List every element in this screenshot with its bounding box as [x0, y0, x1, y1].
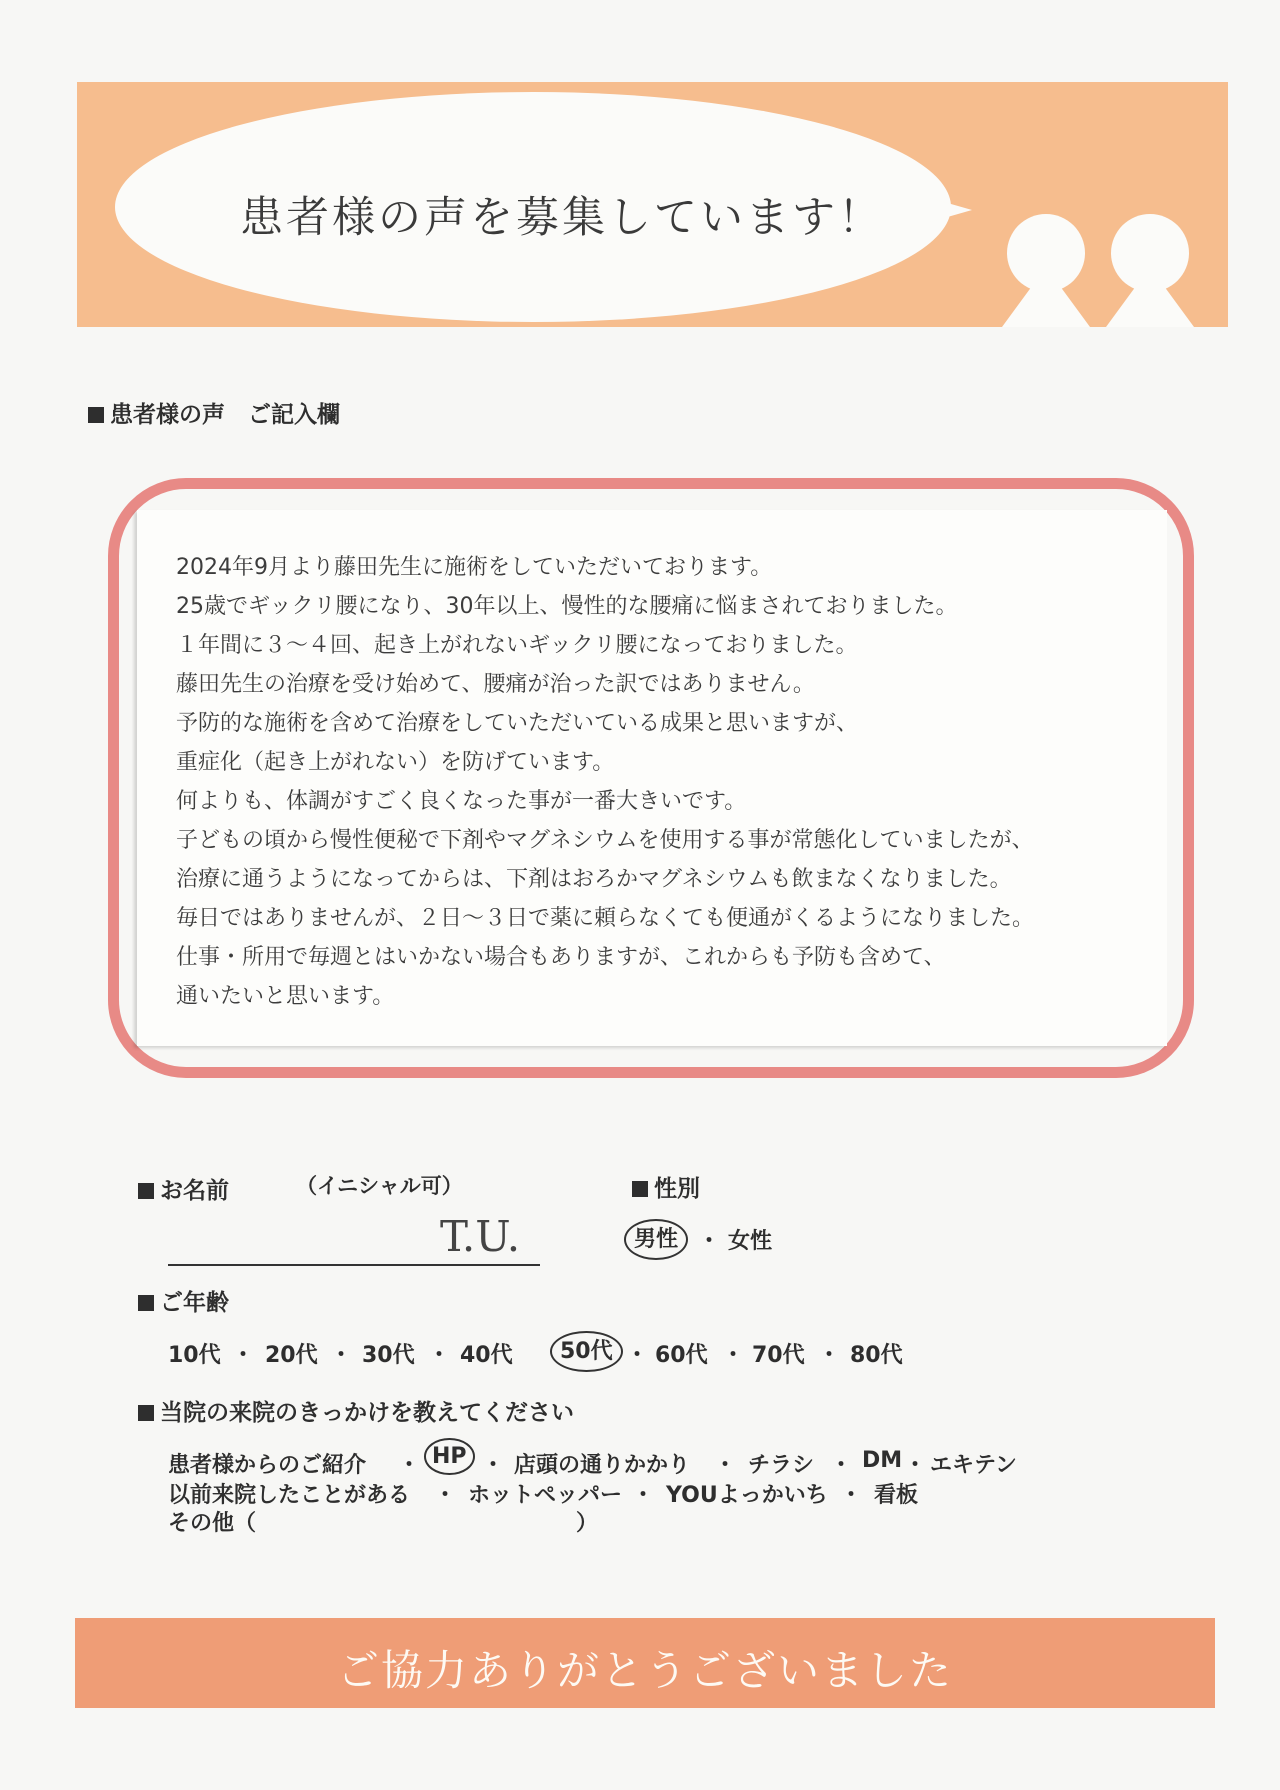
voice-line: 藤田先生の治療を受け始めて、腰痛が治った訳ではありません。	[176, 672, 815, 697]
voice-section-label: 患者様の声 ご記入欄	[88, 396, 340, 429]
separator-dot: ・	[428, 1343, 451, 1368]
page-title: 患者様の声を募集しています！	[240, 193, 884, 243]
reason-option[interactable]: ホットペッパー	[468, 1483, 623, 1508]
name-label: お名前	[138, 1172, 229, 1205]
reason-option-selected[interactable]	[424, 1444, 475, 1469]
age-option[interactable]: 40代	[460, 1343, 513, 1368]
name-note: （イニシャル可）	[296, 1174, 463, 1198]
reason-other-close: ）	[576, 1511, 599, 1536]
name-underline	[168, 1264, 540, 1266]
selection-circle: 男性	[624, 1219, 688, 1260]
reason-option[interactable]: エキテン	[930, 1453, 1017, 1478]
voice-line: 25歳でギックリ腰になり、30年以上、慢性的な腰痛に悩まされておりました。	[176, 594, 958, 619]
reason-option[interactable]: YOUよっかいち	[666, 1483, 828, 1508]
gender-label: 性別	[632, 1170, 700, 1203]
voice-line: 予防的な施術を含めて治療をしていただいている成果と思いますが、	[176, 711, 859, 736]
gender-option-male[interactable]	[624, 1222, 688, 1253]
voice-line: 毎日ではありませんが、２日～３日で薬に頼らなくても便通がくるようになりました。	[176, 906, 1035, 931]
reason-other[interactable]: その他（	[168, 1511, 257, 1536]
voice-line: 仕事・所用で毎週とはいかない場合もありますが、これからも予防も含めて、	[176, 945, 946, 970]
separator-dot: ・	[722, 1343, 745, 1368]
separator-dot: ・	[840, 1483, 863, 1508]
separator-dot: ・	[398, 1453, 421, 1478]
separator-dot: ・	[698, 1229, 721, 1254]
voice-line: 通いたいと思います。	[176, 984, 395, 1009]
square-bullet-icon	[632, 1181, 648, 1197]
gender-option-female[interactable]: 女性	[728, 1229, 773, 1254]
selection-circle: 50代	[550, 1331, 623, 1372]
reason-option[interactable]: DM	[862, 1448, 903, 1473]
reason-option[interactable]: 患者様からのご紹介	[168, 1453, 367, 1478]
separator-dot: ・	[232, 1343, 255, 1368]
square-bullet-icon	[138, 1405, 154, 1421]
separator-dot: ・	[830, 1453, 853, 1478]
name-value[interactable]: T.U.	[440, 1212, 521, 1261]
reason-option[interactable]: 店頭の通りかかり	[514, 1453, 691, 1478]
age-option[interactable]: 80代	[850, 1343, 903, 1368]
reason-label: 当院の来院のきっかけを教えてください	[138, 1394, 574, 1427]
reason-option[interactable]: チラシ	[748, 1453, 815, 1478]
separator-dot: ・	[904, 1453, 927, 1478]
voice-line: 治療に通うようになってからは、下剤はおろかマグネシウムも飲まなくなりました。	[176, 867, 1012, 892]
reason-option[interactable]: 以前来院したことがある	[168, 1483, 411, 1508]
age-option[interactable]: 10代	[168, 1343, 221, 1368]
separator-dot: ・	[330, 1343, 353, 1368]
square-bullet-icon	[138, 1183, 154, 1199]
voice-line: 何よりも、体調がすごく良くなった事が一番大きいです。	[176, 789, 747, 814]
age-option-selected[interactable]	[550, 1334, 623, 1365]
selection-circle: HP	[424, 1438, 475, 1475]
voice-line: １年間に３～４回、起き上がれないギックリ腰になっておりました。	[176, 633, 858, 658]
separator-dot: ・	[818, 1343, 841, 1368]
footer-band	[75, 1618, 1215, 1708]
footer-thanks: ご協力ありがとうございました	[336, 1646, 953, 1695]
separator-dot: ・	[482, 1453, 505, 1478]
separator-dot: ・	[714, 1453, 737, 1478]
age-option[interactable]: 60代	[655, 1343, 708, 1368]
age-option[interactable]: 70代	[752, 1343, 805, 1368]
square-bullet-icon	[88, 407, 104, 423]
square-bullet-icon	[138, 1295, 154, 1311]
age-option[interactable]: 30代	[362, 1343, 415, 1368]
voice-line: 子どもの頃から慢性便秘で下剤やマグネシウムを使用する事が常態化していましたが、	[176, 828, 1034, 853]
separator-dot: ・	[632, 1483, 655, 1508]
separator-dot: ・	[626, 1343, 649, 1368]
voice-text	[176, 548, 1166, 1016]
separator-dot: ・	[434, 1483, 457, 1508]
speech-bubble-tail	[930, 198, 972, 222]
voice-line: 2024年9月より藤田先生に施術をしていただいております。	[176, 555, 773, 580]
age-option[interactable]: 20代	[265, 1343, 318, 1368]
voice-line: 重症化（起き上がれない）を防げています。	[176, 750, 615, 775]
reason-option[interactable]: 看板	[874, 1483, 919, 1508]
age-label: ご年齢	[138, 1284, 229, 1317]
